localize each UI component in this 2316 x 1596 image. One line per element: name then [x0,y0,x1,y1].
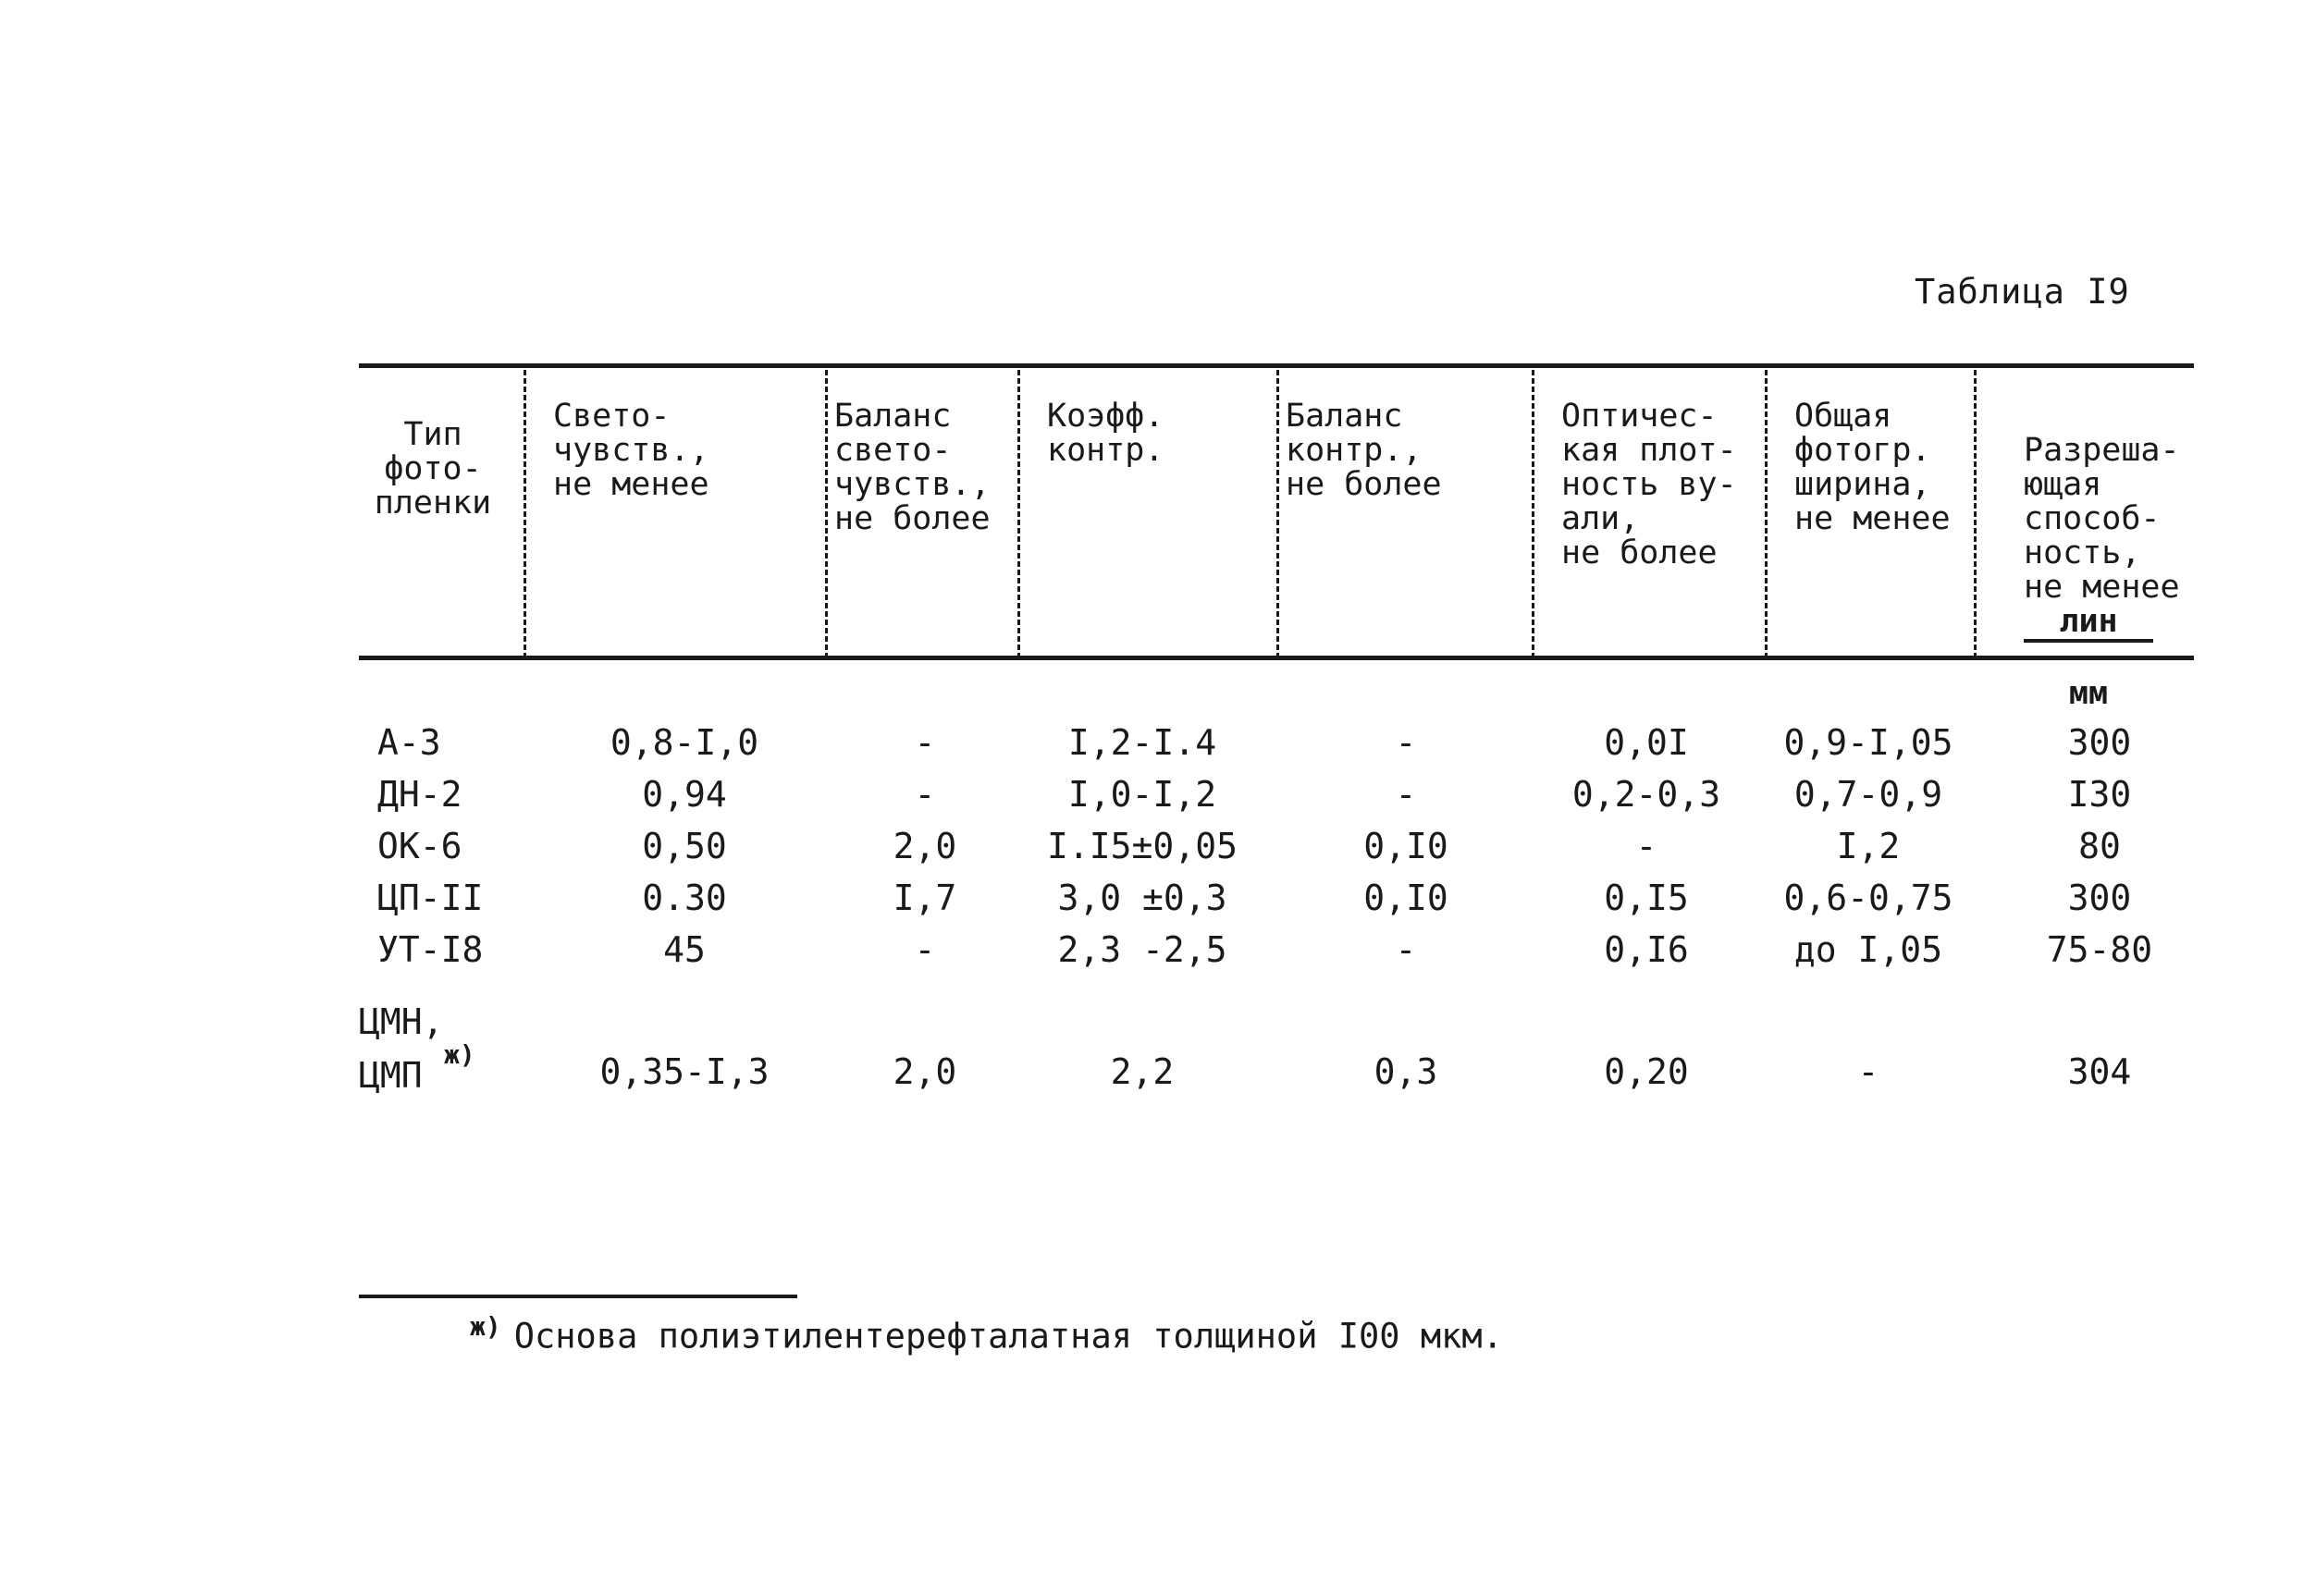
table-row [0,771,2316,817]
cell-resolution: 75-80 [2046,929,2153,970]
header-film-type: Тип фото- пленки [374,416,492,522]
header-resolution-unit-denominator: мм [2068,675,2109,712]
cell-fog-density: - [1635,826,1657,866]
cell-fog-density: 0,I6 [1604,929,1689,970]
column-separator [1276,370,1279,658]
cell-fog-density: 0,20 [1604,1051,1689,1092]
cell-sensitivity-balance: - [914,929,936,970]
header-photographic-latitude: Общая фотогр. ширина, не менее [1794,398,1951,537]
cell-sensitivity: 0,35-I,3 [599,1051,770,1092]
cell-film-type: ДН-2 [377,774,462,815]
cell-sensitivity-balance: - [914,722,936,763]
cell-contrast-balance: 0,3 [1374,1051,1438,1092]
cell-contrast-coefficient: 2,2 [1110,1051,1175,1092]
column-separator [825,370,828,658]
footnote-text: Основа полиэтилентерефталатная толщиной I00 мкм. [513,1316,1503,1357]
header-resolution-unit-numerator: лин [2024,605,2153,643]
column-separator [1765,370,1768,658]
cell-photographic-latitude: 0,9-I,05 [1783,722,1953,763]
cell-sensitivity: 0,94 [642,774,727,815]
cell-resolution: I30 [2067,774,2132,815]
cell-contrast-balance: - [1395,929,1417,970]
header-contrast-coefficient: Коэфф. контр. [1047,398,1164,469]
cell-contrast-balance: 0,I0 [1363,826,1448,866]
cell-resolution: 300 [2067,878,2132,918]
cell-sensitivity-balance: 2,0 [893,826,957,866]
table-caption: Таблица I9 [1915,272,2130,312]
cell-photographic-latitude: 0,6-0,75 [1783,878,1953,918]
cell-contrast-balance: 0,I0 [1363,878,1448,918]
header-resolution-label: Разреша- ющая способ- ность, не менее [2024,432,2180,606]
footnote-marker: ж) [444,1039,475,1070]
cell-contrast-coefficient: 3,0 ±0,3 [1057,878,1227,918]
cell-resolution: 80 [2078,826,2121,866]
cell-contrast-balance: - [1395,722,1417,763]
cell-contrast-coefficient: 2,3 -2,5 [1057,929,1227,970]
table-top-rule [359,363,2194,368]
cell-film-type: УТ-I8 [377,929,484,970]
column-separator [524,370,526,658]
cell-photographic-latitude: до I,05 [1793,929,1943,970]
cell-photographic-latitude: 0,7-0,9 [1793,774,1943,815]
cell-contrast-coefficient: I,0-I,2 [1067,774,1217,815]
cell-fog-density: 0,2-0,3 [1571,774,1721,815]
cell-film-type: ЦМН, ЦМП [359,1001,444,1096]
cell-fog-density: 0,I5 [1604,878,1689,918]
cell-contrast-balance: - [1395,774,1417,815]
cell-photographic-latitude: I,2 [1836,826,1901,866]
cell-resolution: 304 [2067,1051,2132,1092]
footnote-marker: ж) [470,1311,501,1342]
cell-sensitivity-balance: - [914,774,936,815]
cell-sensitivity: 45 [663,929,706,970]
column-separator [1017,370,1020,658]
table-row [0,927,2316,973]
footnote-rule [359,1295,797,1298]
cell-photographic-latitude: - [1857,1051,1879,1092]
column-separator [1974,370,1977,658]
cell-film-type: А-3 [377,722,441,763]
cell-fog-density: 0,0I [1604,722,1689,763]
header-sensitivity-balance: Баланс свето- чувств., не более [834,398,991,537]
cell-sensitivity: 0,50 [642,826,727,866]
column-separator [1532,370,1534,658]
table-row [0,823,2316,869]
cell-film-type: ЦП-II [377,878,484,918]
cell-contrast-coefficient: I.I5±0,05 [1047,826,1238,866]
cell-resolution: 300 [2067,722,2132,763]
cell-sensitivity: 0.30 [642,878,727,918]
cell-sensitivity-balance: I,7 [893,878,957,918]
footnote [470,1304,1503,1359]
header-resolution [2024,399,2180,745]
header-contrast-balance: Баланс контр., не более [1286,398,1442,503]
cell-sensitivity: 0,8-I,0 [610,722,759,763]
header-fog-density: Оптичес- кая плот- ность ву- али, не более [1561,398,1737,571]
cell-film-type: ОК-6 [377,826,462,866]
header-sensitivity: Свето- чувств., не менее [553,398,709,503]
cell-sensitivity-balance: 2,0 [893,1051,957,1092]
table-row [0,875,2316,921]
cell-contrast-coefficient: I,2-I.4 [1067,722,1217,763]
table-row [0,1049,2316,1095]
table-row [0,719,2316,766]
